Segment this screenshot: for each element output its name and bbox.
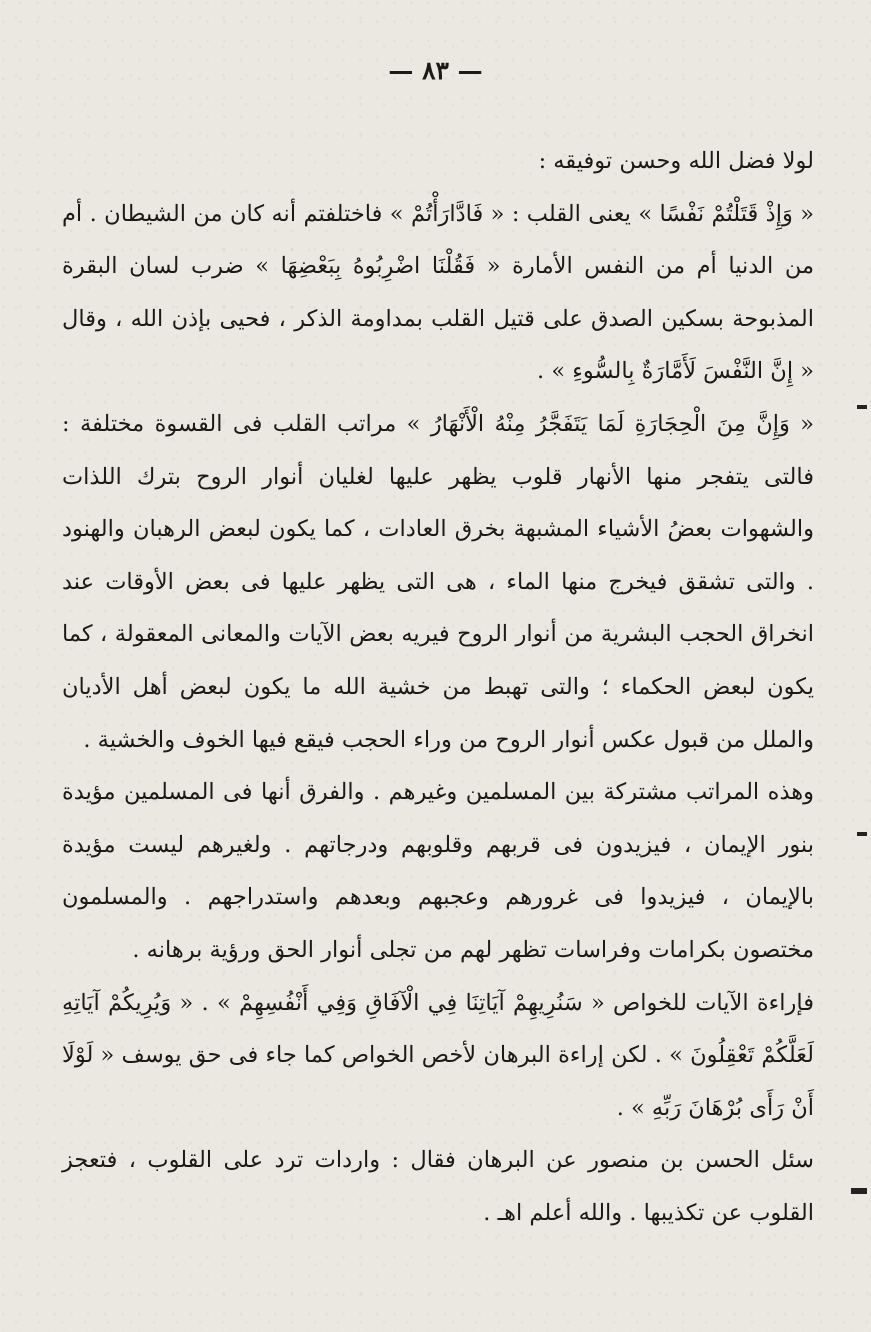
paragraph-stones: « وَإِنَّ مِنَ الْحِجَارَةِ لَمَا يَتَفَجَّرُ مِنْهُ الْأَنْهَارُ » مراتب القلب فى القسوة مختلفة : فالتى يتفجر منها الأنهار قلوب يظهر عليها لغليان أنوار الروح بترك اللذات والشهوات بعضُ الأشياء المشبهة بخرق العادات ، كما يكون لبعض الرهبان والهنود . والتى تشقق فيخرج منها الماء ، هى التى يظهر عليها فى بعض الأوقات عند انخراق الحجب البشرية من أنوار الروح فيريه بعض الآيات والمعانى المعقولة ، كما يكون لبعض الحكماء ؛ والتى تهبط من خشية الله ما يكون لبعض أهل الأديان والملل من قبول عكس أنوار الروح من وراء الحجب فيقع فيها الخوف والخشية . [62, 410, 815, 753]
paragraph-signs: فإراءة الآيات للخواص « سَنُرِيهِمْ آيَاتِنَا فِي الْآفَاقِ وَفِي أَنْفُسِهِمْ » . « وَيُرِيكُمْ آيَاتِهِ لَعَلَّكُمْ تَعْقِلُونَ » . لكن إراءة البرهان لأخص الخواص كما جاء فى حق يوسف « لَوْلَا أَنْ رَأَى بُرْهَانَ رَبِّهِ » . [62, 989, 814, 1121]
margin-mark [857, 832, 867, 836]
paragraph-heart-slaying: « وَإِذْ قَتَلْتُمْ نَفْسًا » يعنى القلب : « فَادَّارَأْتُمْ » فاختلفتم أنه كان من الشيطان . أم من الدنيا أم من النفس الأمارة « فَقُلْنَا اضْرِبُوهُ بِبَعْضِهَا » ضرب لسان البقرة المذبوحة بسكين الصدق على قتيل القلب بمداومة الذكر ، فحيى بإذن الله ، وقال « إِنَّ النَّفْسَ لَأَمَّارَةٌ بِالسُّوءِ » . [62, 200, 814, 385]
paragraph-ranks: وهذه المراتب مشتركة بين المسلمين وغيرهم . والفرق أنها فى المسلمين مؤيدة بنور الإيمان ، فيزيدون فى قربهم وقلوبهم ودرجاتهم . ولغيرهم ليست مؤيدة بالإيمان ، فيزيدوا فى غرورهم وعجبهم وبعدهم واستدراجهم . والمسلمون مختصون بكرامات وفراسات تظهر لهم من تجلى أنوار الحق ورؤية برهانه . [62, 779, 814, 963]
margin-mark [851, 1188, 867, 1194]
margin-mark [857, 405, 867, 409]
paragraph-proof: سئل الحسن بن منصور عن البرهان فقال : واردات ترد على القلوب ، فتعجز القلوب عن تكذيبها . والله أعلم اهـ . [62, 1147, 814, 1226]
paragraph-intro: لولا فضل الله وحسن توفيقه : [538, 148, 814, 174]
page-number: — ٨٣ — [388, 56, 483, 85]
page-body [62, 135, 814, 1239]
